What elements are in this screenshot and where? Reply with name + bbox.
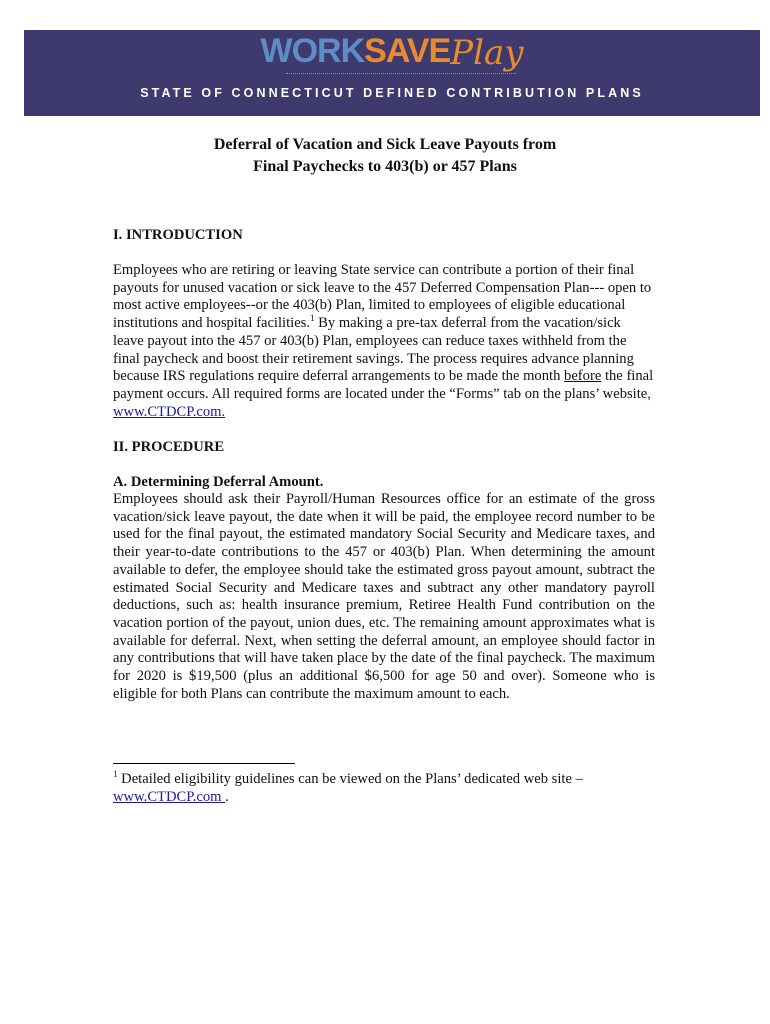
intro-paragraph: [113, 262, 655, 421]
banner-subtitle: STATE OF CONNECTICUT DEFINED CONTRIBUTION PLANS: [140, 86, 644, 100]
subsection-heading: [113, 474, 655, 492]
footnote: [113, 771, 633, 806]
procedure-heading: II. PROCEDURE: [113, 439, 225, 455]
footnote-ref[interactable]: 1: [310, 313, 315, 324]
logo-play: Play: [450, 33, 524, 73]
footnote-text: Detailed eligibility guidelines can be viewed on the Plans’ dedicated web site –: [117, 771, 583, 787]
website-link[interactable]: , www.CTDCP.com.: [113, 385, 651, 420]
worksaveplay-logo: [24, 32, 760, 73]
procedure-paragraph: Employees should ask their Payroll/Human Resources office for an estimate of the gross vacation/sick leave payout, the date when it will be paid, the employee record number to be used for the final payout, the estimated mandatory Social Security and Medicare taxes, and their year-to-date contributions to the 457 or 403(b) Plan. When determining the amount available to defer, the employee should take the estimated gross payout amount, subtract the estimated Social Security and Medicare taxes and subtract any other mandatory payroll deductions, such as: health insurance premium, Retiree Health Fund contribution on the vacation portion of the payout, union dues, etc. The remaining amount approximates what is available for deferral. Next, when setting the deferral amount, an employee should factor in any contributions that will have taken place by the date of the final paycheck. The maximum for 2020 is $19,500 (plus an additional $6,500 for age 50 and over). Someone who is eligible for both Plans can contribute the maximum amount to each.: [113, 491, 655, 702]
logo-divider: [286, 73, 516, 74]
intro-text-1: Employees who are retiring or leaving State service can contribute a portion of their final payouts for unused vacation or sick leave to the 457 Deferred Compensation Plan--- open to most active employees--or the 403(b) Plan, limited to employees of eligible educational institutions and hospital facilities.: [113, 262, 652, 332]
title-line-1: Deferral of Vacation and Sick Leave Payouts from: [213, 136, 557, 153]
footnote-end: .: [225, 788, 229, 805]
header-banner: [24, 30, 760, 116]
subsection-title: . Determining Deferral Amount.: [123, 474, 324, 490]
logo-work: WORK: [260, 32, 365, 70]
footnote-number: 1: [113, 769, 118, 779]
intro-emphasis: before: [564, 368, 602, 385]
document-title: [0, 134, 770, 178]
footnote-divider: [113, 763, 295, 764]
subsection-letter: A: [113, 474, 124, 490]
logo-save: SAVE: [364, 32, 451, 70]
footnote-link[interactable]: www.CTDCP.com: [113, 788, 226, 805]
intro-text-2: By making a pre-tax deferral from the vacation/sick leave payout into the 457 or 403(b) Plan, employees can reduce taxes withheld from the final paycheck and boost their retirement savings. The process requires advance planning because IRS regulations require deferral arrangements to be made the month: [113, 315, 634, 385]
intro-heading: I. INTRODUCTION: [113, 227, 243, 243]
intro-text-3: the final payment occurs. All required forms are located under the “Forms” tab on the plans’ website: [113, 368, 654, 402]
title-line-2: Final Paychecks to 403(b) or 457 Plans: [253, 158, 517, 175]
